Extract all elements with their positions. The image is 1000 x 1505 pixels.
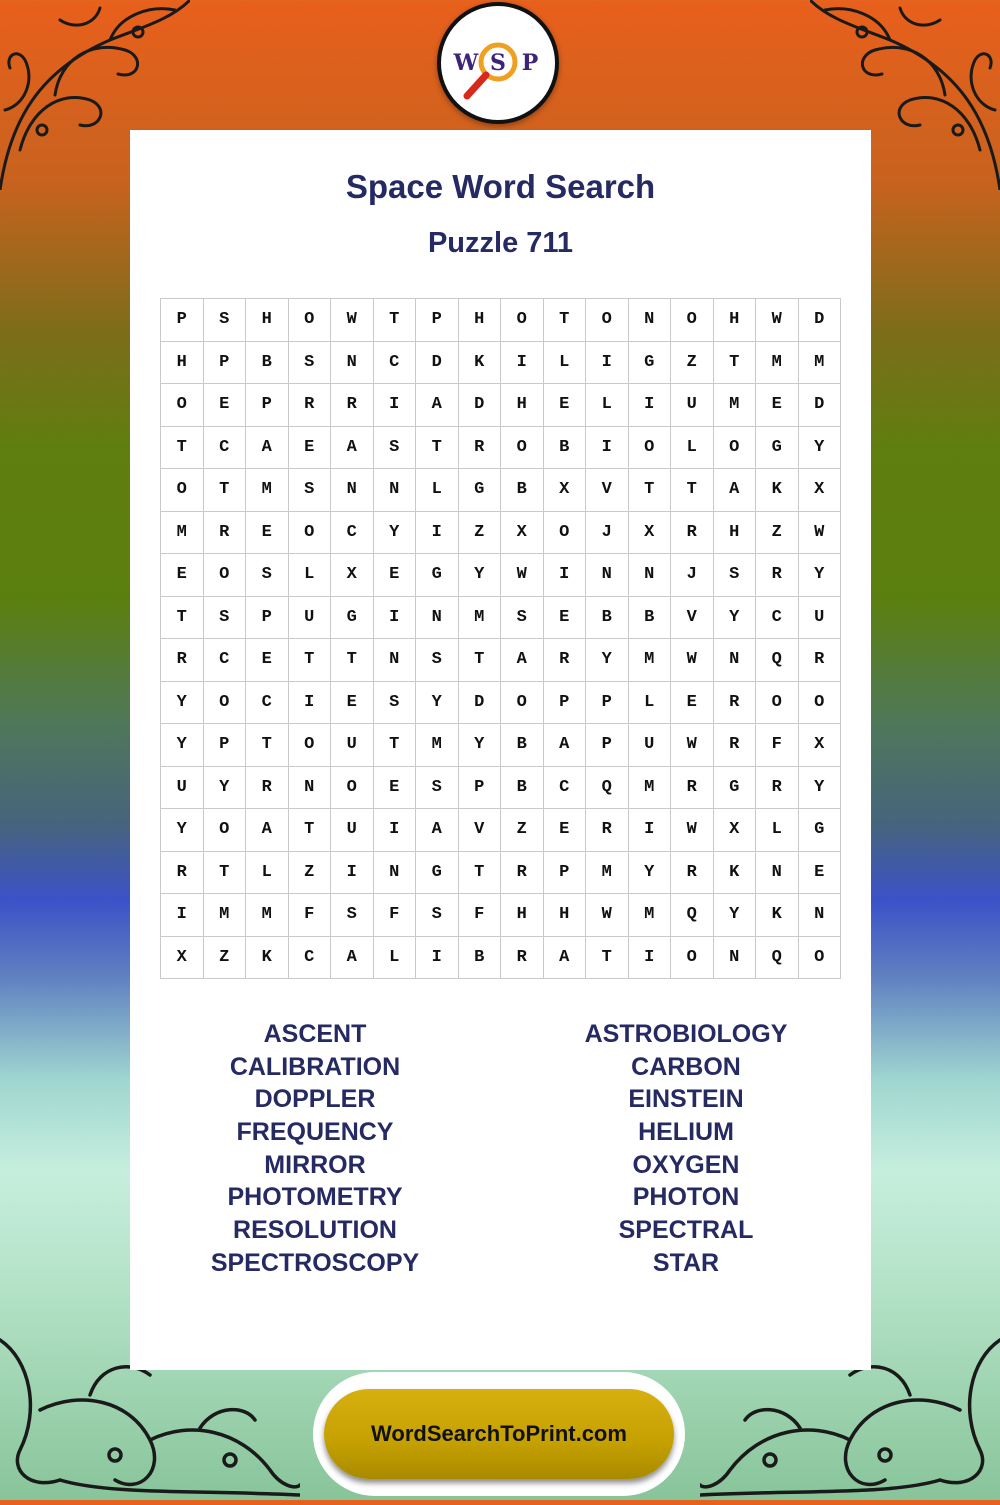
word-list-item: OXYGEN <box>632 1150 740 1179</box>
grid-cell[interactable]: E <box>289 427 332 470</box>
grid-cell[interactable]: X <box>501 512 544 555</box>
grid-cell[interactable]: O <box>501 682 544 725</box>
grid-cell[interactable]: T <box>714 342 757 385</box>
grid-cell[interactable]: O <box>714 427 757 470</box>
grid-cell[interactable]: M <box>756 342 799 385</box>
grid-cell[interactable]: L <box>416 469 459 512</box>
grid-cell[interactable]: S <box>374 682 417 725</box>
grid-cell[interactable]: B <box>544 427 587 470</box>
word-list-item: ASTROBIOLOGY <box>584 1020 788 1048</box>
grid-cell[interactable]: P <box>246 597 289 640</box>
grid-cell[interactable]: K <box>756 469 799 512</box>
word-list-item: STAR <box>652 1248 720 1277</box>
grid-cell[interactable]: W <box>501 554 544 597</box>
grid-cell[interactable]: I <box>544 554 587 597</box>
grid-cell[interactable]: N <box>289 767 332 810</box>
grid-cell[interactable]: F <box>289 894 332 937</box>
grid-cell[interactable]: T <box>374 724 417 767</box>
grid-cell[interactable]: G <box>459 469 502 512</box>
grid-cell[interactable]: Z <box>671 342 714 385</box>
grid-cell[interactable]: Y <box>416 682 459 725</box>
grid-cell[interactable]: C <box>204 427 247 470</box>
grid-cell[interactable]: A <box>544 937 587 980</box>
grid-cell[interactable]: B <box>629 597 672 640</box>
grid-cell[interactable]: L <box>289 554 332 597</box>
grid-cell[interactable]: R <box>671 512 714 555</box>
puzzle-number: Puzzle 711 <box>427 227 574 259</box>
grid-cell[interactable]: M <box>586 852 629 895</box>
grid-cell[interactable]: Z <box>459 512 502 555</box>
word-list-item: FREQUENCY <box>236 1118 394 1147</box>
grid-cell[interactable]: M <box>629 894 672 937</box>
grid-cell[interactable]: O <box>501 299 544 342</box>
word-list-left <box>130 1018 500 1280</box>
grid-cell[interactable]: R <box>161 852 204 895</box>
grid-cell[interactable]: K <box>714 852 757 895</box>
grid-cell[interactable]: E <box>246 512 289 555</box>
grid-cell[interactable]: L <box>374 937 417 980</box>
grid-cell[interactable]: O <box>331 767 374 810</box>
page-title: Space Word Search <box>345 168 656 205</box>
grid-cell[interactable]: S <box>204 299 247 342</box>
grid-cell[interactable]: W <box>799 512 842 555</box>
grid-cell[interactable]: M <box>246 469 289 512</box>
grid-cell[interactable]: T <box>416 427 459 470</box>
grid-cell[interactable]: I <box>629 937 672 980</box>
grid-cell[interactable]: M <box>714 384 757 427</box>
grid-cell[interactable]: N <box>374 639 417 682</box>
grid-cell[interactable]: I <box>629 384 672 427</box>
grid-cell[interactable]: H <box>246 299 289 342</box>
grid-cell[interactable]: P <box>204 724 247 767</box>
grid-cell[interactable]: E <box>374 767 417 810</box>
grid-cell[interactable]: Q <box>756 937 799 980</box>
grid-cell[interactable]: Z <box>501 809 544 852</box>
grid-cell[interactable]: U <box>671 384 714 427</box>
grid-cell[interactable]: E <box>204 384 247 427</box>
word-list-item: CALIBRATION <box>229 1052 401 1081</box>
grid-cell[interactable]: N <box>416 597 459 640</box>
grid-cell[interactable]: S <box>501 597 544 640</box>
grid-cell[interactable]: I <box>374 809 417 852</box>
grid-cell[interactable]: X <box>714 809 757 852</box>
grid-cell[interactable]: E <box>246 639 289 682</box>
grid-cell[interactable]: V <box>586 469 629 512</box>
grid-cell[interactable]: A <box>544 724 587 767</box>
grid-cell[interactable]: S <box>289 342 332 385</box>
word-list-item: SPECTRAL <box>618 1216 754 1245</box>
grid-cell[interactable]: O <box>501 427 544 470</box>
grid-cell[interactable]: N <box>374 469 417 512</box>
grid-cell[interactable]: C <box>331 512 374 555</box>
grid-cell[interactable]: E <box>544 597 587 640</box>
grid-cell[interactable]: O <box>799 937 842 980</box>
grid-cell[interactable]: D <box>799 299 842 342</box>
grid-cell[interactable]: I <box>161 894 204 937</box>
grid-cell[interactable]: L <box>629 682 672 725</box>
grid-cell[interactable]: A <box>416 384 459 427</box>
footer-badge <box>313 1372 685 1496</box>
grid-cell[interactable]: V <box>459 809 502 852</box>
grid-cell[interactable]: N <box>629 554 672 597</box>
grid-cell[interactable]: W <box>756 299 799 342</box>
grid-cell[interactable]: G <box>629 342 672 385</box>
grid-cell[interactable]: Z <box>756 512 799 555</box>
grid-cell[interactable]: Y <box>799 767 842 810</box>
grid-cell[interactable]: E <box>544 809 587 852</box>
grid-cell[interactable]: O <box>289 299 332 342</box>
grid-cell[interactable]: Y <box>799 554 842 597</box>
grid-cell[interactable]: T <box>161 597 204 640</box>
grid-cell[interactable]: U <box>161 767 204 810</box>
grid-cell[interactable]: Y <box>204 767 247 810</box>
grid-cell[interactable]: R <box>289 384 332 427</box>
grid-cell[interactable]: S <box>416 639 459 682</box>
grid-cell[interactable]: O <box>204 554 247 597</box>
grid-cell[interactable]: S <box>416 767 459 810</box>
grid-cell[interactable]: T <box>204 469 247 512</box>
grid-cell[interactable]: Y <box>161 724 204 767</box>
grid-cell[interactable]: Y <box>459 554 502 597</box>
grid-cell[interactable]: U <box>331 809 374 852</box>
grid-cell[interactable]: A <box>246 427 289 470</box>
grid-cell[interactable]: Q <box>756 639 799 682</box>
grid-cell[interactable]: A <box>246 809 289 852</box>
grid-cell[interactable]: Y <box>714 894 757 937</box>
grid-cell[interactable]: B <box>501 724 544 767</box>
grid-cell[interactable]: I <box>501 342 544 385</box>
grid-cell[interactable]: I <box>374 597 417 640</box>
grid-cell[interactable]: N <box>586 554 629 597</box>
grid-cell[interactable]: M <box>629 639 672 682</box>
word-list-item: MIRROR <box>264 1150 366 1179</box>
grid-cell[interactable]: N <box>756 852 799 895</box>
grid-cell[interactable]: A <box>331 937 374 980</box>
grid-cell[interactable]: E <box>756 384 799 427</box>
logo-letter-p: P <box>521 50 539 76</box>
word-list-item: CARBON <box>631 1052 741 1081</box>
grid-cell[interactable]: N <box>799 894 842 937</box>
grid-cell[interactable]: T <box>331 639 374 682</box>
grid-cell[interactable]: P <box>459 767 502 810</box>
grid-cell[interactable]: R <box>714 682 757 725</box>
grid-cell[interactable]: Y <box>161 682 204 725</box>
grid-cell[interactable]: Y <box>714 597 757 640</box>
grid-cell[interactable]: M <box>459 597 502 640</box>
grid-cell[interactable]: O <box>756 682 799 725</box>
grid-cell[interactable]: A <box>416 809 459 852</box>
grid-cell[interactable]: C <box>289 937 332 980</box>
grid-cell[interactable]: G <box>714 767 757 810</box>
grid-cell[interactable]: T <box>586 937 629 980</box>
grid-cell[interactable]: Z <box>204 937 247 980</box>
grid-cell[interactable]: S <box>714 554 757 597</box>
grid-cell[interactable]: D <box>459 682 502 725</box>
grid-cell[interactable]: H <box>459 299 502 342</box>
grid-cell[interactable]: C <box>544 767 587 810</box>
grid-cell[interactable]: I <box>331 852 374 895</box>
grid-cell[interactable]: J <box>671 554 714 597</box>
grid-cell[interactable]: F <box>374 894 417 937</box>
grid-cell[interactable]: T <box>459 639 502 682</box>
grid-cell[interactable]: D <box>459 384 502 427</box>
grid-cell[interactable]: E <box>799 852 842 895</box>
word-list-item: RESOLUTION <box>233 1216 397 1245</box>
grid-cell[interactable]: I <box>629 809 672 852</box>
grid-cell[interactable]: B <box>246 342 289 385</box>
grid-cell[interactable]: R <box>671 767 714 810</box>
grid-cell[interactable]: O <box>161 384 204 427</box>
grid-cell[interactable]: B <box>459 937 502 980</box>
grid-cell[interactable]: X <box>799 469 842 512</box>
grid-cell[interactable]: X <box>331 554 374 597</box>
grid-cell[interactable]: B <box>501 767 544 810</box>
grid-cell[interactable]: G <box>331 597 374 640</box>
grid-cell[interactable]: I <box>416 937 459 980</box>
grid-cell[interactable]: Y <box>799 427 842 470</box>
letter-grid <box>160 298 841 979</box>
grid-cell[interactable]: G <box>799 809 842 852</box>
grid-cell[interactable]: X <box>544 469 587 512</box>
grid-cell[interactable]: L <box>586 384 629 427</box>
grid-cell[interactable]: R <box>161 639 204 682</box>
grid-cell[interactable]: E <box>161 554 204 597</box>
grid-cell[interactable]: U <box>289 597 332 640</box>
grid-cell[interactable]: S <box>204 597 247 640</box>
grid-cell[interactable]: T <box>459 852 502 895</box>
grid-cell[interactable]: T <box>544 299 587 342</box>
word-list-item: HELIUM <box>638 1118 734 1147</box>
grid-cell[interactable]: S <box>289 469 332 512</box>
grid-cell[interactable]: O <box>204 809 247 852</box>
grid-cell[interactable]: T <box>161 427 204 470</box>
grid-cell[interactable]: L <box>756 809 799 852</box>
grid-cell[interactable]: R <box>586 809 629 852</box>
grid-cell[interactable]: R <box>756 767 799 810</box>
grid-cell[interactable]: Q <box>671 894 714 937</box>
grid-cell[interactable]: T <box>671 469 714 512</box>
grid-cell[interactable]: J <box>586 512 629 555</box>
grid-cell[interactable]: S <box>374 427 417 470</box>
grid-cell[interactable]: Y <box>459 724 502 767</box>
word-list-item: PHOTON <box>632 1183 740 1212</box>
grid-cell[interactable]: P <box>161 299 204 342</box>
grid-cell[interactable]: M <box>629 767 672 810</box>
grid-cell[interactable]: R <box>714 724 757 767</box>
grid-cell[interactable]: M <box>416 724 459 767</box>
grid-cell[interactable]: A <box>714 469 757 512</box>
grid-cell[interactable]: R <box>459 427 502 470</box>
word-list-item: PHOTOMETRY <box>227 1183 403 1212</box>
website-link-button[interactable]: WordSearchToPrint.com <box>324 1389 674 1479</box>
grid-cell[interactable]: O <box>544 512 587 555</box>
grid-cell[interactable]: R <box>544 639 587 682</box>
grid-cell[interactable]: O <box>671 299 714 342</box>
grid-cell[interactable]: O <box>289 724 332 767</box>
grid-cell[interactable]: I <box>416 512 459 555</box>
grid-cell[interactable]: K <box>459 342 502 385</box>
grid-cell[interactable]: C <box>204 639 247 682</box>
grid-cell[interactable]: L <box>544 342 587 385</box>
grid-cell[interactable]: U <box>331 724 374 767</box>
grid-cell[interactable]: R <box>204 512 247 555</box>
grid-cell[interactable]: G <box>416 554 459 597</box>
grid-cell[interactable]: N <box>714 639 757 682</box>
grid-cell[interactable]: C <box>246 682 289 725</box>
grid-cell[interactable]: W <box>671 639 714 682</box>
grid-cell[interactable]: E <box>544 384 587 427</box>
grid-cell[interactable]: U <box>629 724 672 767</box>
grid-cell[interactable]: X <box>161 937 204 980</box>
word-list-item: SPECTROSCOPY <box>210 1248 420 1277</box>
grid-cell[interactable]: W <box>671 809 714 852</box>
grid-cell[interactable]: P <box>586 724 629 767</box>
grid-cell[interactable]: O <box>204 682 247 725</box>
grid-cell[interactable]: E <box>671 682 714 725</box>
grid-cell[interactable]: O <box>289 512 332 555</box>
grid-cell[interactable]: H <box>501 384 544 427</box>
grid-cell[interactable]: N <box>331 469 374 512</box>
grid-cell[interactable]: M <box>799 342 842 385</box>
grid-cell[interactable]: T <box>374 299 417 342</box>
grid-cell[interactable]: P <box>246 384 289 427</box>
grid-cell[interactable]: H <box>714 512 757 555</box>
grid-cell[interactable]: U <box>799 597 842 640</box>
grid-cell[interactable]: H <box>714 299 757 342</box>
grid-cell[interactable]: H <box>161 342 204 385</box>
grid-cell[interactable]: I <box>374 384 417 427</box>
grid-cell[interactable]: R <box>246 767 289 810</box>
word-list-item: DOPPLER <box>254 1085 376 1114</box>
puzzle-card <box>130 130 871 1370</box>
grid-cell[interactable]: T <box>629 469 672 512</box>
grid-cell[interactable]: S <box>416 894 459 937</box>
grid-cell[interactable]: Z <box>289 852 332 895</box>
grid-cell[interactable]: I <box>289 682 332 725</box>
grid-cell[interactable]: P <box>586 682 629 725</box>
grid-cell[interactable]: D <box>799 384 842 427</box>
grid-cell[interactable]: C <box>374 342 417 385</box>
grid-cell[interactable]: R <box>501 852 544 895</box>
grid-cell[interactable]: O <box>799 682 842 725</box>
grid-cell[interactable]: E <box>331 682 374 725</box>
grid-cell[interactable]: F <box>756 724 799 767</box>
grid-cell[interactable]: M <box>161 512 204 555</box>
grid-cell[interactable]: M <box>204 894 247 937</box>
grid-cell[interactable]: H <box>501 894 544 937</box>
logo-letter-w: W <box>453 50 479 76</box>
grid-cell[interactable]: Y <box>161 809 204 852</box>
grid-cell[interactable]: G <box>416 852 459 895</box>
grid-cell[interactable]: P <box>416 299 459 342</box>
grid-cell[interactable]: K <box>756 894 799 937</box>
grid-cell[interactable]: D <box>416 342 459 385</box>
word-list-item: EINSTEIN <box>628 1085 744 1114</box>
grid-cell[interactable]: R <box>331 384 374 427</box>
grid-cell[interactable]: K <box>246 937 289 980</box>
grid-cell[interactable]: O <box>586 299 629 342</box>
grid-cell[interactable]: W <box>331 299 374 342</box>
grid-cell[interactable]: P <box>204 342 247 385</box>
grid-cell[interactable]: O <box>629 427 672 470</box>
logo-letter-s: S <box>490 50 506 76</box>
grid-cell[interactable]: M <box>246 894 289 937</box>
grid-cell[interactable]: G <box>756 427 799 470</box>
grid-cell[interactable]: R <box>799 639 842 682</box>
grid-cell[interactable]: E <box>374 554 417 597</box>
grid-cell[interactable]: A <box>331 427 374 470</box>
grid-cell[interactable]: W <box>671 724 714 767</box>
grid-cell[interactable]: R <box>501 937 544 980</box>
wsp-logo[interactable] <box>437 2 559 124</box>
grid-cell[interactable]: O <box>161 469 204 512</box>
grid-cell[interactable]: R <box>756 554 799 597</box>
grid-cell[interactable]: Y <box>374 512 417 555</box>
grid-cell[interactable]: N <box>714 937 757 980</box>
grid-cell[interactable]: X <box>799 724 842 767</box>
grid-cell[interactable]: P <box>544 852 587 895</box>
grid-cell[interactable]: Y <box>629 852 672 895</box>
grid-cell[interactable]: N <box>331 342 374 385</box>
grid-cell[interactable]: F <box>459 894 502 937</box>
word-list-right <box>501 1018 871 1280</box>
grid-cell[interactable]: T <box>289 809 332 852</box>
grid-cell[interactable]: I <box>586 427 629 470</box>
grid-cell[interactable]: N <box>374 852 417 895</box>
grid-cell[interactable]: S <box>246 554 289 597</box>
grid-cell[interactable]: W <box>586 894 629 937</box>
grid-cell[interactable]: T <box>246 724 289 767</box>
grid-cell[interactable]: B <box>501 469 544 512</box>
grid-cell[interactable]: T <box>204 852 247 895</box>
grid-cell[interactable]: S <box>331 894 374 937</box>
grid-cell[interactable]: R <box>671 852 714 895</box>
grid-cell[interactable]: B <box>586 597 629 640</box>
grid-cell[interactable]: N <box>629 299 672 342</box>
word-list-item: ASCENT <box>263 1020 367 1048</box>
grid-cell[interactable]: C <box>756 597 799 640</box>
grid-cell[interactable]: O <box>671 937 714 980</box>
grid-cell[interactable]: L <box>671 427 714 470</box>
grid-cell[interactable]: L <box>246 852 289 895</box>
grid-cell[interactable]: H <box>544 894 587 937</box>
grid-cell[interactable]: A <box>501 639 544 682</box>
grid-cell[interactable]: X <box>629 512 672 555</box>
grid-cell[interactable]: I <box>586 342 629 385</box>
grid-cell[interactable]: P <box>544 682 587 725</box>
grid-cell[interactable]: V <box>671 597 714 640</box>
grid-cell[interactable]: Y <box>586 639 629 682</box>
grid-cell[interactable]: Q <box>586 767 629 810</box>
grid-cell[interactable]: T <box>289 639 332 682</box>
